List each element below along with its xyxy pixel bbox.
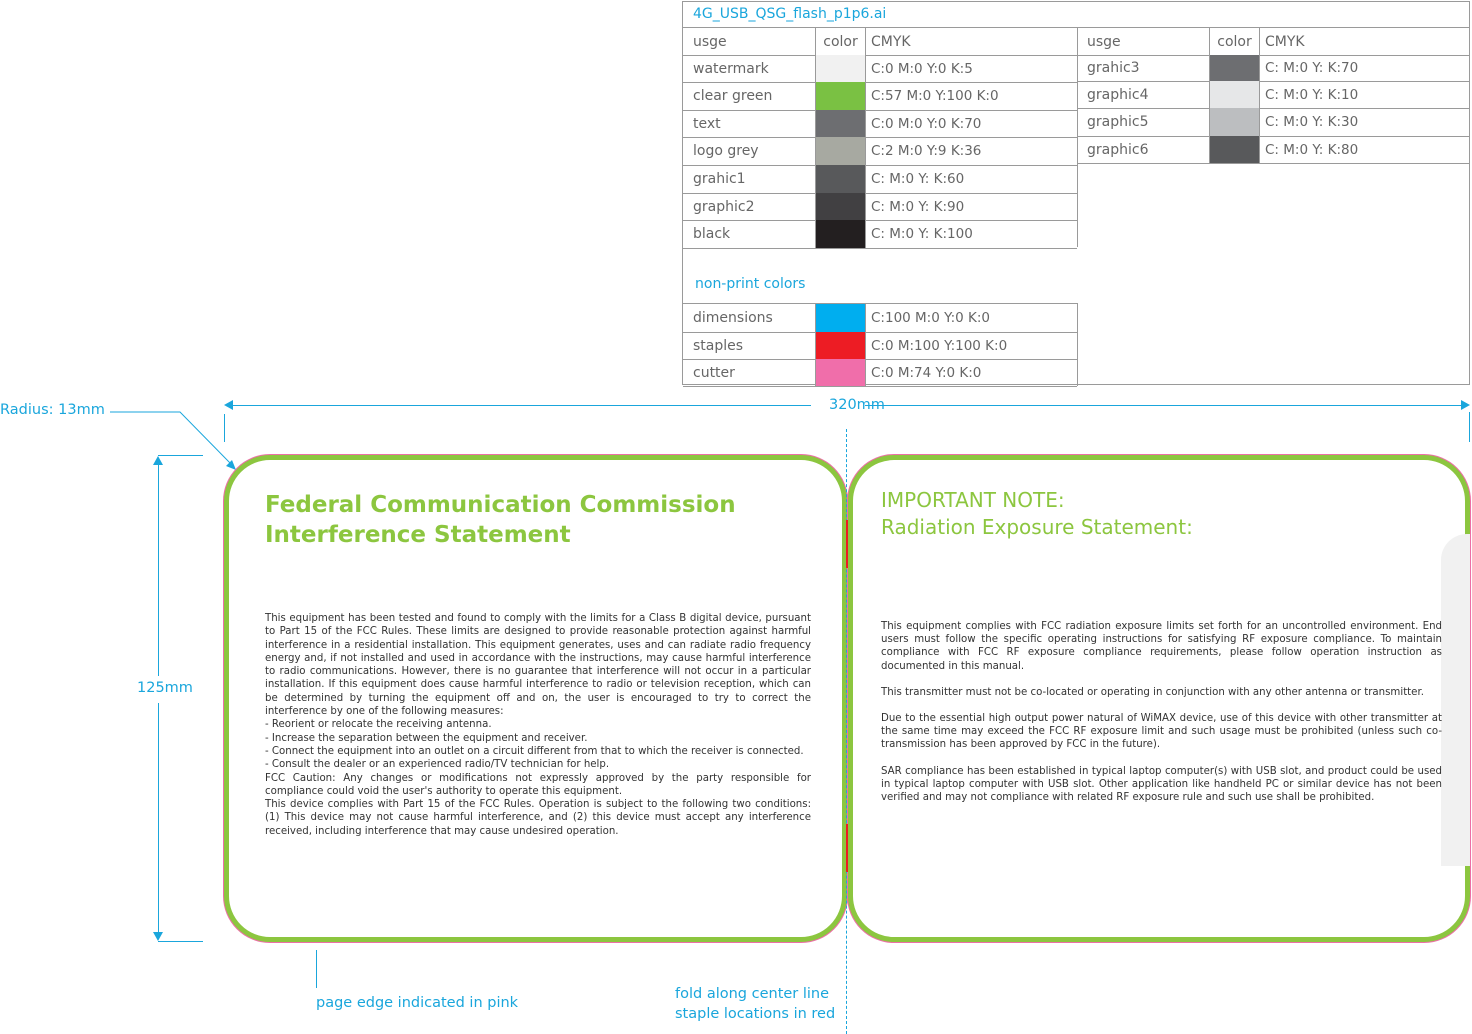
spec-nonprint-block: [683, 303, 1078, 386]
spec-color-swatch: [815, 304, 866, 332]
fcc-statement-body: [265, 612, 811, 838]
spec-color-swatch: [815, 220, 866, 248]
header-color-right-label: color: [1217, 33, 1252, 50]
staple-mark-bottom: [846, 824, 848, 872]
spec-left-block: [683, 27, 1078, 247]
spec-cmyk: C:57 M:0 Y:100 K:0: [871, 88, 999, 104]
swatch-fill: [816, 165, 865, 193]
important-title: [881, 487, 1193, 541]
swatch-fill: [1210, 81, 1259, 108]
spec-usage: graphic6: [1087, 141, 1149, 158]
swatch-fill: [816, 220, 865, 248]
important-title-line1: IMPORTANT NOTE:: [881, 488, 1065, 512]
spec-row: [683, 359, 1077, 387]
statement-paragraph: FCC Caution: Any changes or modifications not expressly approved by the party responsible for compliance could void the user's authority to operate this equipment.: [265, 772, 811, 797]
header-color-right: [1209, 28, 1260, 55]
spec-row: [1077, 136, 1470, 164]
spec-usage: grahic1: [693, 171, 746, 187]
width-dimension-line-right: [865, 405, 1468, 406]
spec-row: [1077, 55, 1470, 82]
spec-cmyk: C: M:0 Y: K:60: [871, 171, 965, 187]
spec-row: [683, 55, 1077, 83]
radiation-statement-body: [881, 620, 1442, 817]
height-label: 125mm: [137, 680, 193, 696]
spec-color-swatch: [815, 359, 866, 386]
spec-cmyk: C: M:0 Y: K:10: [1265, 86, 1359, 103]
spec-cmyk: C:2 M:0 Y:9 K:36: [871, 143, 982, 159]
height-dimension-line-top: [158, 458, 159, 676]
statement-paragraph: - Reorient or relocate the receiving antenna.: [265, 719, 492, 731]
swatch-fill: [816, 137, 865, 165]
spec-row: [683, 137, 1077, 166]
spec-usage: cutter: [693, 364, 735, 381]
swatch-fill: [1210, 108, 1259, 136]
statement-paragraph: This transmitter must not be co-located or operating in conjunction with any other antenna or transmitter.: [881, 686, 1424, 698]
spec-usage: watermark: [693, 60, 769, 77]
statement-paragraph: This device complies with Part 15 of the FCC Rules. Operation is subject to the following two conditions: (1) This device may not cause harmful interference, and (2) this device must accept any interference received, including interference that may cause undesired operation.: [265, 799, 811, 837]
spec-cmyk: C: M:0 Y: K:90: [871, 198, 965, 215]
statement-paragraph: This equipment has been tested and found to comply with the limits for a Class B digital device, pursuant to Part 15 of the FCC Rules. These limits are designed to provide reasonable protection against harmful interference in a residential installation. This equipment generates, uses and can radiate radio frequency energy and, if not installed and used in accordance with the instructions, may cause harmful interference to radio communications. However, there is no guarantee that interference will not occur in a particular installation. If this equipment does cause harmful interference to radio or television reception, which can be determined by turning the equipment off and on, the user is encouraged to try to correct the interference by one of the following measures:: [265, 613, 811, 718]
swatch-fill: [816, 304, 865, 332]
staple-mark-top: [846, 520, 848, 568]
spec-header-row-right: [1077, 28, 1470, 56]
swatch-fill: [816, 110, 865, 137]
spec-usage: dimensions: [693, 310, 773, 326]
spec-color-swatch: [1209, 108, 1260, 136]
spec-usage: graphic2: [693, 198, 755, 215]
spec-usage: clear green: [693, 88, 773, 104]
radius-arrow-head: [226, 460, 236, 470]
spec-header-row: [683, 28, 1077, 56]
spec-color-swatch: [1209, 136, 1260, 163]
header-color-label: color: [823, 33, 858, 50]
spec-usage: text: [693, 115, 721, 132]
spec-row: [683, 304, 1077, 333]
spec-usage: grahic3: [1087, 60, 1140, 76]
spec-row: [683, 193, 1077, 221]
spec-row: [1077, 81, 1470, 109]
spec-color-swatch: [815, 137, 866, 165]
swatch-fill: [816, 193, 865, 220]
fold-note: fold along center line: [675, 986, 830, 1002]
spec-cmyk: C:100 M:0 Y:0 K:0: [871, 310, 990, 326]
statement-paragraph: - Connect the equipment into an outlet on a circuit different from that to which the receiver is connected.: [265, 745, 804, 757]
statement-paragraph: - Consult the dealer or an experienced radio/TV technician for help.: [265, 759, 610, 771]
spec-cmyk: C: M:0 Y: K:100: [871, 226, 973, 242]
width-arrow-left-icon: [224, 400, 233, 410]
spec-color-swatch: [815, 193, 866, 220]
swatch-fill: [1210, 136, 1259, 163]
header-usage-right: usge: [1087, 33, 1121, 50]
radius-leader-line: [110, 412, 233, 466]
radius-leader: [0, 0, 260, 480]
height-arrow-top-icon: [153, 456, 163, 465]
spec-color-swatch: [815, 110, 866, 137]
header-cmyk: CMYK: [871, 33, 911, 50]
swatch-fill: [816, 82, 865, 110]
fcc-title-line2: Interference Statement: [265, 522, 571, 548]
swatch-fill: [1210, 55, 1259, 81]
spec-color-swatch: [1209, 81, 1260, 108]
spec-row: [683, 165, 1077, 194]
width-tick-right: [1469, 412, 1470, 442]
spec-color-swatch: [815, 165, 866, 193]
spec-cmyk: C:0 M:0 Y:0 K:70: [871, 115, 982, 132]
spec-usage: staples: [693, 337, 744, 354]
spec-color-swatch: [815, 55, 866, 82]
spec-usage: logo grey: [693, 143, 759, 159]
spec-cmyk: C: M:0 Y: K:80: [1265, 141, 1359, 158]
statement-paragraph: This equipment complies with FCC radiation exposure limits set forth for an uncontrolled environment. End users must follow the specific operating instructions for satisfying RF exposure compliance. To maintain compliance with FCC RF exposure compliance requirements, please follow operation instruction as documented in this manual.: [881, 621, 1442, 672]
spec-usage: graphic4: [1087, 86, 1149, 103]
spec-row: [683, 82, 1077, 111]
height-arrow-bottom-icon: [153, 932, 163, 941]
spec-file-title: 4G_USB_QSG_flash_p1p6.ai: [693, 6, 887, 22]
spec-color-swatch: [1209, 55, 1260, 81]
header-color: [815, 28, 866, 55]
height-dimension-line-bottom: [158, 703, 159, 939]
page-edge-note: page edge indicated in pink: [316, 995, 519, 1011]
fcc-title-line1: Federal Communication Commission: [265, 492, 736, 518]
spec-cmyk: C:0 M:0 Y:0 K:5: [871, 60, 973, 77]
height-tick-top: [158, 455, 203, 456]
spec-cmyk: C:0 M:100 Y:100 K:0: [871, 337, 1008, 354]
page-edge-pointer: [316, 950, 317, 988]
swatch-fill: [816, 359, 865, 386]
header-cmyk-right: CMYK: [1265, 33, 1305, 50]
fcc-title: [265, 490, 785, 550]
header-usage: usge: [693, 33, 727, 50]
statement-paragraph: SAR compliance has been established in typical laptop computer(s) with USB slot, and product could be used in typical laptop computer with USB slot. Other application like handheld PC or similar device has not been verified and may not compliance with related RF exposure rule and such use shall be prohibited.: [881, 765, 1442, 804]
spec-cmyk: C: M:0 Y: K:70: [1265, 60, 1359, 76]
statement-paragraph: - Increase the separation between the equipment and receiver.: [265, 732, 588, 744]
radius-label: Radius: 13mm: [0, 402, 105, 418]
important-title-line2: Radiation Exposure Statement:: [881, 515, 1193, 539]
spec-row: [1077, 108, 1470, 137]
staple-note: staple locations in red: [675, 1006, 836, 1022]
spec-cmyk: C: M:0 Y: K:30: [1265, 114, 1359, 130]
swatch-fill: [816, 55, 865, 82]
width-arrow-right-icon: [1461, 400, 1470, 410]
spec-usage: black: [693, 226, 731, 242]
color-spec-table: [682, 1, 1470, 385]
spec-usage: graphic5: [1087, 114, 1149, 130]
watermark-graphic: [1441, 534, 1470, 866]
swatch-fill: [816, 332, 865, 359]
spec-right-block: [1077, 27, 1470, 162]
nonprint-label: non-print colors: [695, 276, 806, 292]
spec-row: [683, 332, 1077, 360]
spec-color-swatch: [815, 82, 866, 110]
width-tick-left: [224, 414, 225, 442]
width-dimension-line-left: [226, 405, 811, 406]
spec-row: [683, 110, 1077, 138]
statement-paragraph: Due to the essential high output power natural of WiMAX device, use of this device with other transmitter at the same time may exceed the FCC RF exposure limit and such usage must be prohibited (unless such co-transmission has been approved by FCC in the future).: [881, 713, 1442, 751]
width-label: 320mm: [829, 397, 885, 413]
spec-color-swatch: [815, 332, 866, 359]
height-tick-bottom: [158, 941, 203, 942]
spec-cmyk: C:0 M:74 Y:0 K:0: [871, 364, 982, 381]
spec-row: [683, 220, 1077, 249]
